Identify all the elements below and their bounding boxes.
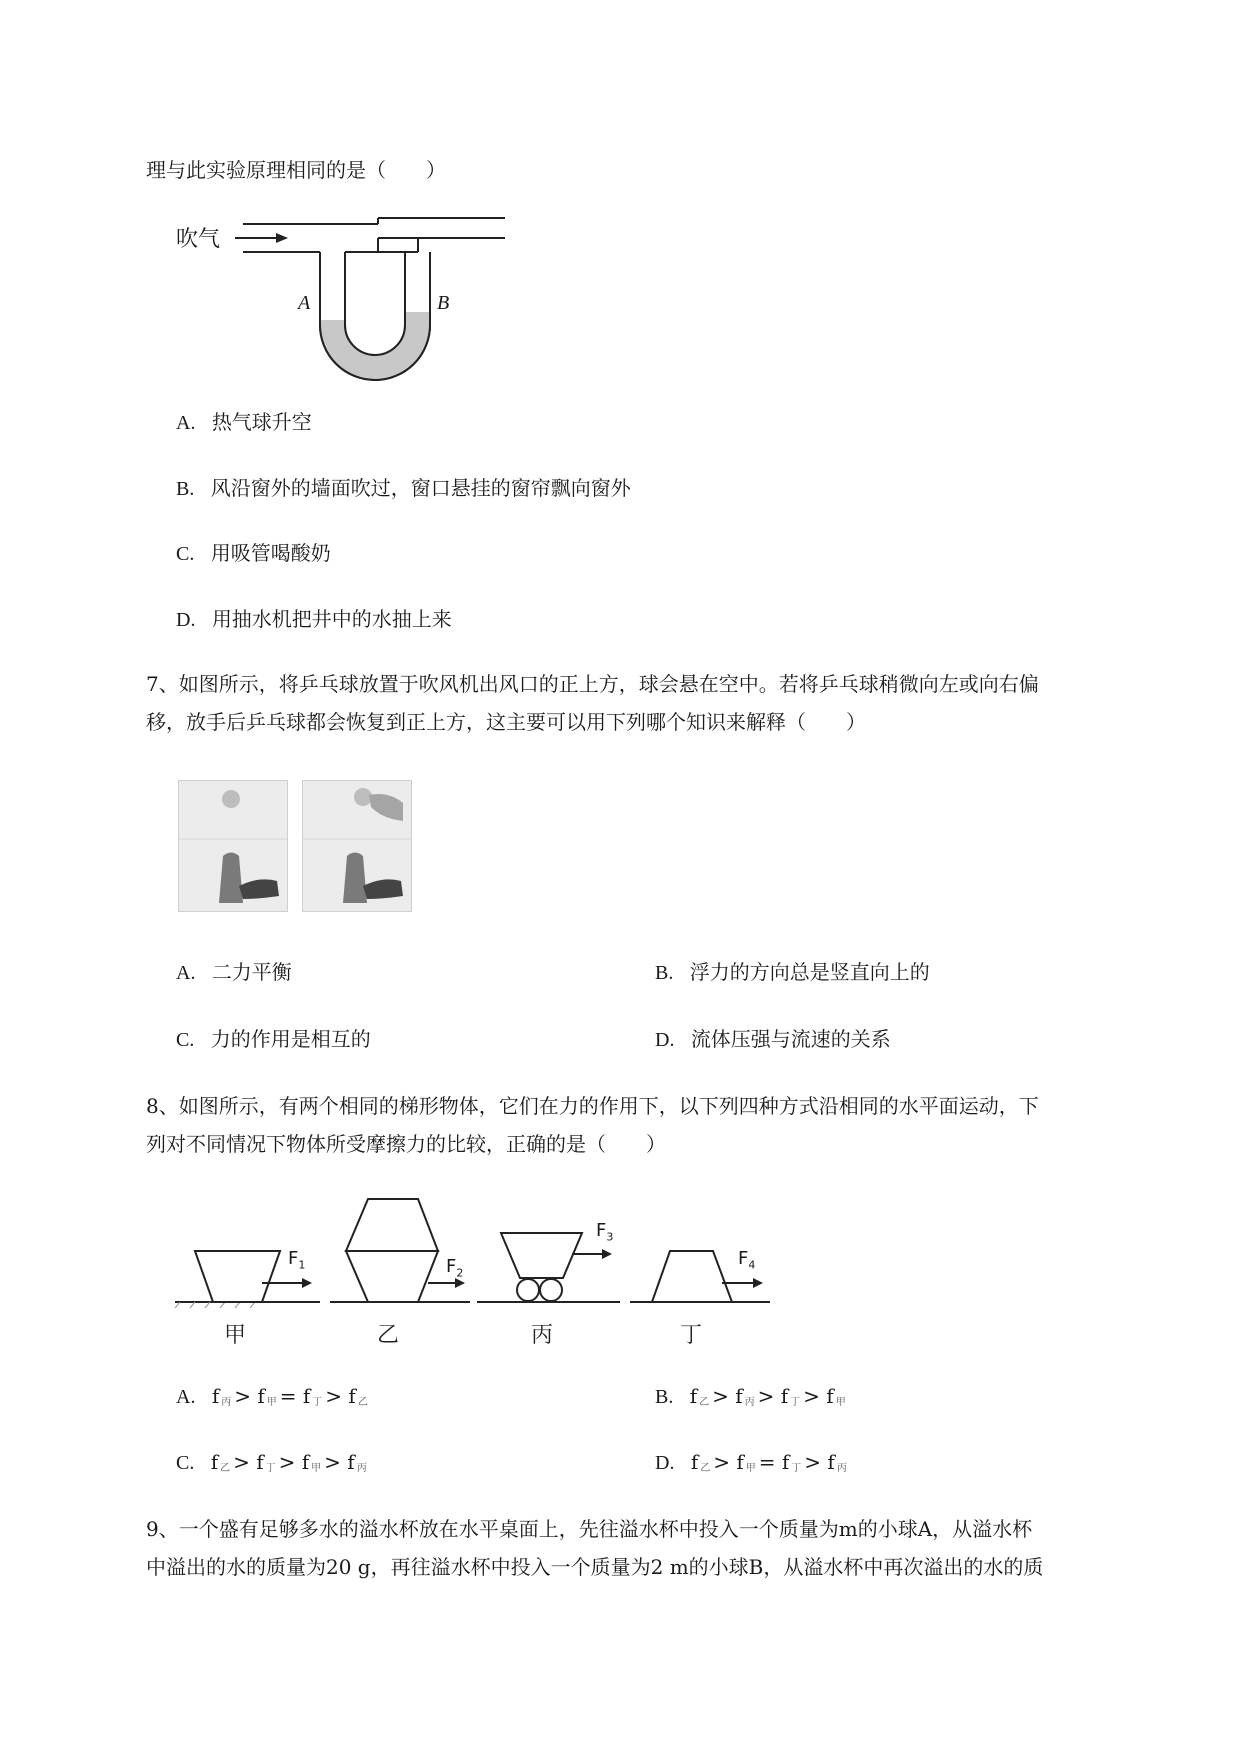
- q7-option-c[interactable]: [176, 1025, 371, 1054]
- q6-option-d[interactable]: [176, 605, 452, 634]
- option-letter: D.: [655, 1452, 675, 1474]
- q6-option-a[interactable]: [176, 408, 312, 437]
- tube-label-b: B: [437, 292, 450, 314]
- option-text: 力的作用是相互的: [210, 1027, 371, 1051]
- option-letter: C.: [176, 1452, 195, 1474]
- option-letter: A.: [176, 1386, 196, 1408]
- option-text: 流体压强与流速的关系: [690, 1027, 891, 1051]
- option-letter: C.: [176, 543, 195, 565]
- q7-stem-line1: 7、如图所示，将乒乓球放置于吹风机出风口的正上方，球会悬在空中。若将乒乓球稍微向左或向右偏: [146, 672, 1039, 696]
- force-f4-label: $F_4$: [738, 1248, 756, 1272]
- option-letter: A.: [176, 962, 196, 984]
- q8-stem-line2: 列对不同情况下物体所受摩擦力的比较，正确的是（ ）: [146, 1132, 666, 1156]
- option-text: 用吸管喝酸奶: [210, 541, 331, 565]
- force-f3-label: $F_3$: [596, 1220, 614, 1244]
- q7-option-d[interactable]: [655, 1025, 891, 1054]
- q8-stem-line1: 8、如图所示，有两个相同的梯形物体，它们在力的作用下，以下列四种方式沿相同的水平面运动，下: [146, 1094, 1039, 1118]
- trapezoid-friction-figure: [170, 1188, 780, 1338]
- option-text: 用抽水机把井中的水抽上来: [211, 607, 452, 631]
- option-letter: B.: [655, 962, 674, 984]
- option-expression: f $_丙$ > f $_甲$ = f $_丁$ > f $_乙$: [211, 1384, 368, 1408]
- caption-yi: 乙: [377, 1323, 400, 1348]
- option-letter: D.: [655, 1029, 675, 1051]
- option-letter: D.: [176, 609, 196, 631]
- option-expression: f $_乙$ > f $_丁$ > f $_甲$ > f $_丙$: [210, 1450, 367, 1474]
- q6-option-c[interactable]: [176, 539, 331, 568]
- force-f2-label: $F_2$: [446, 1256, 464, 1280]
- q8-option-a[interactable]: [176, 1382, 371, 1417]
- hair-dryer-photo-2: [302, 780, 412, 912]
- option-text: 热气球升空: [211, 410, 312, 434]
- option-text: 风沿窗外的墙面吹过，窗口悬挂的窗帘飘向窗外: [210, 476, 631, 500]
- tube-label-a: A: [298, 292, 311, 314]
- option-letter: C.: [176, 1029, 195, 1051]
- blow-label: 吹气: [176, 227, 221, 252]
- hair-dryer-photo-1: [178, 780, 288, 912]
- caption-bing: 丙: [531, 1323, 554, 1348]
- q8-option-b[interactable]: [655, 1382, 849, 1417]
- q7-option-a[interactable]: [176, 958, 292, 987]
- q8-option-d[interactable]: [655, 1448, 850, 1483]
- caption-ding: 丁: [680, 1323, 703, 1348]
- q8-option-c[interactable]: [176, 1448, 370, 1483]
- q9-stem-line1: 9、一个盛有足够多水的溢水杯放在水平桌面上，先往溢水杯中投入一个质量为m的小球A，从溢水杯: [146, 1517, 1033, 1541]
- caption-jia: 甲: [224, 1323, 247, 1348]
- option-text: 浮力的方向总是竖直向上的: [689, 960, 930, 984]
- option-text: 二力平衡: [211, 960, 292, 984]
- option-expression: f $_乙$ > f $_甲$ = f $_丁$ > f $_丙$: [690, 1450, 847, 1474]
- option-letter: B.: [655, 1386, 674, 1408]
- force-f1-label: $F_1$: [288, 1248, 306, 1272]
- q9-stem-line2: 中溢出的水的质量为20 g，再往溢水杯中投入一个质量为2 m的小球B，从溢水杯中再次溢出的水的质: [146, 1555, 1044, 1579]
- option-letter: A.: [176, 412, 196, 434]
- q6-stem-tail: 理与此实验原理相同的是（ ）: [146, 158, 446, 182]
- option-expression: f $_乙$ > f $_丙$ > f $_丁$ > f $_甲$: [689, 1384, 846, 1408]
- q7-stem-line2: 移，放手后乒乓球都会恢复到正上方，这主要可以用下列哪个知识来解释（ ）: [146, 710, 866, 734]
- option-letter: B.: [176, 478, 195, 500]
- q7-option-b[interactable]: [655, 958, 930, 987]
- q6-option-b[interactable]: [176, 474, 631, 503]
